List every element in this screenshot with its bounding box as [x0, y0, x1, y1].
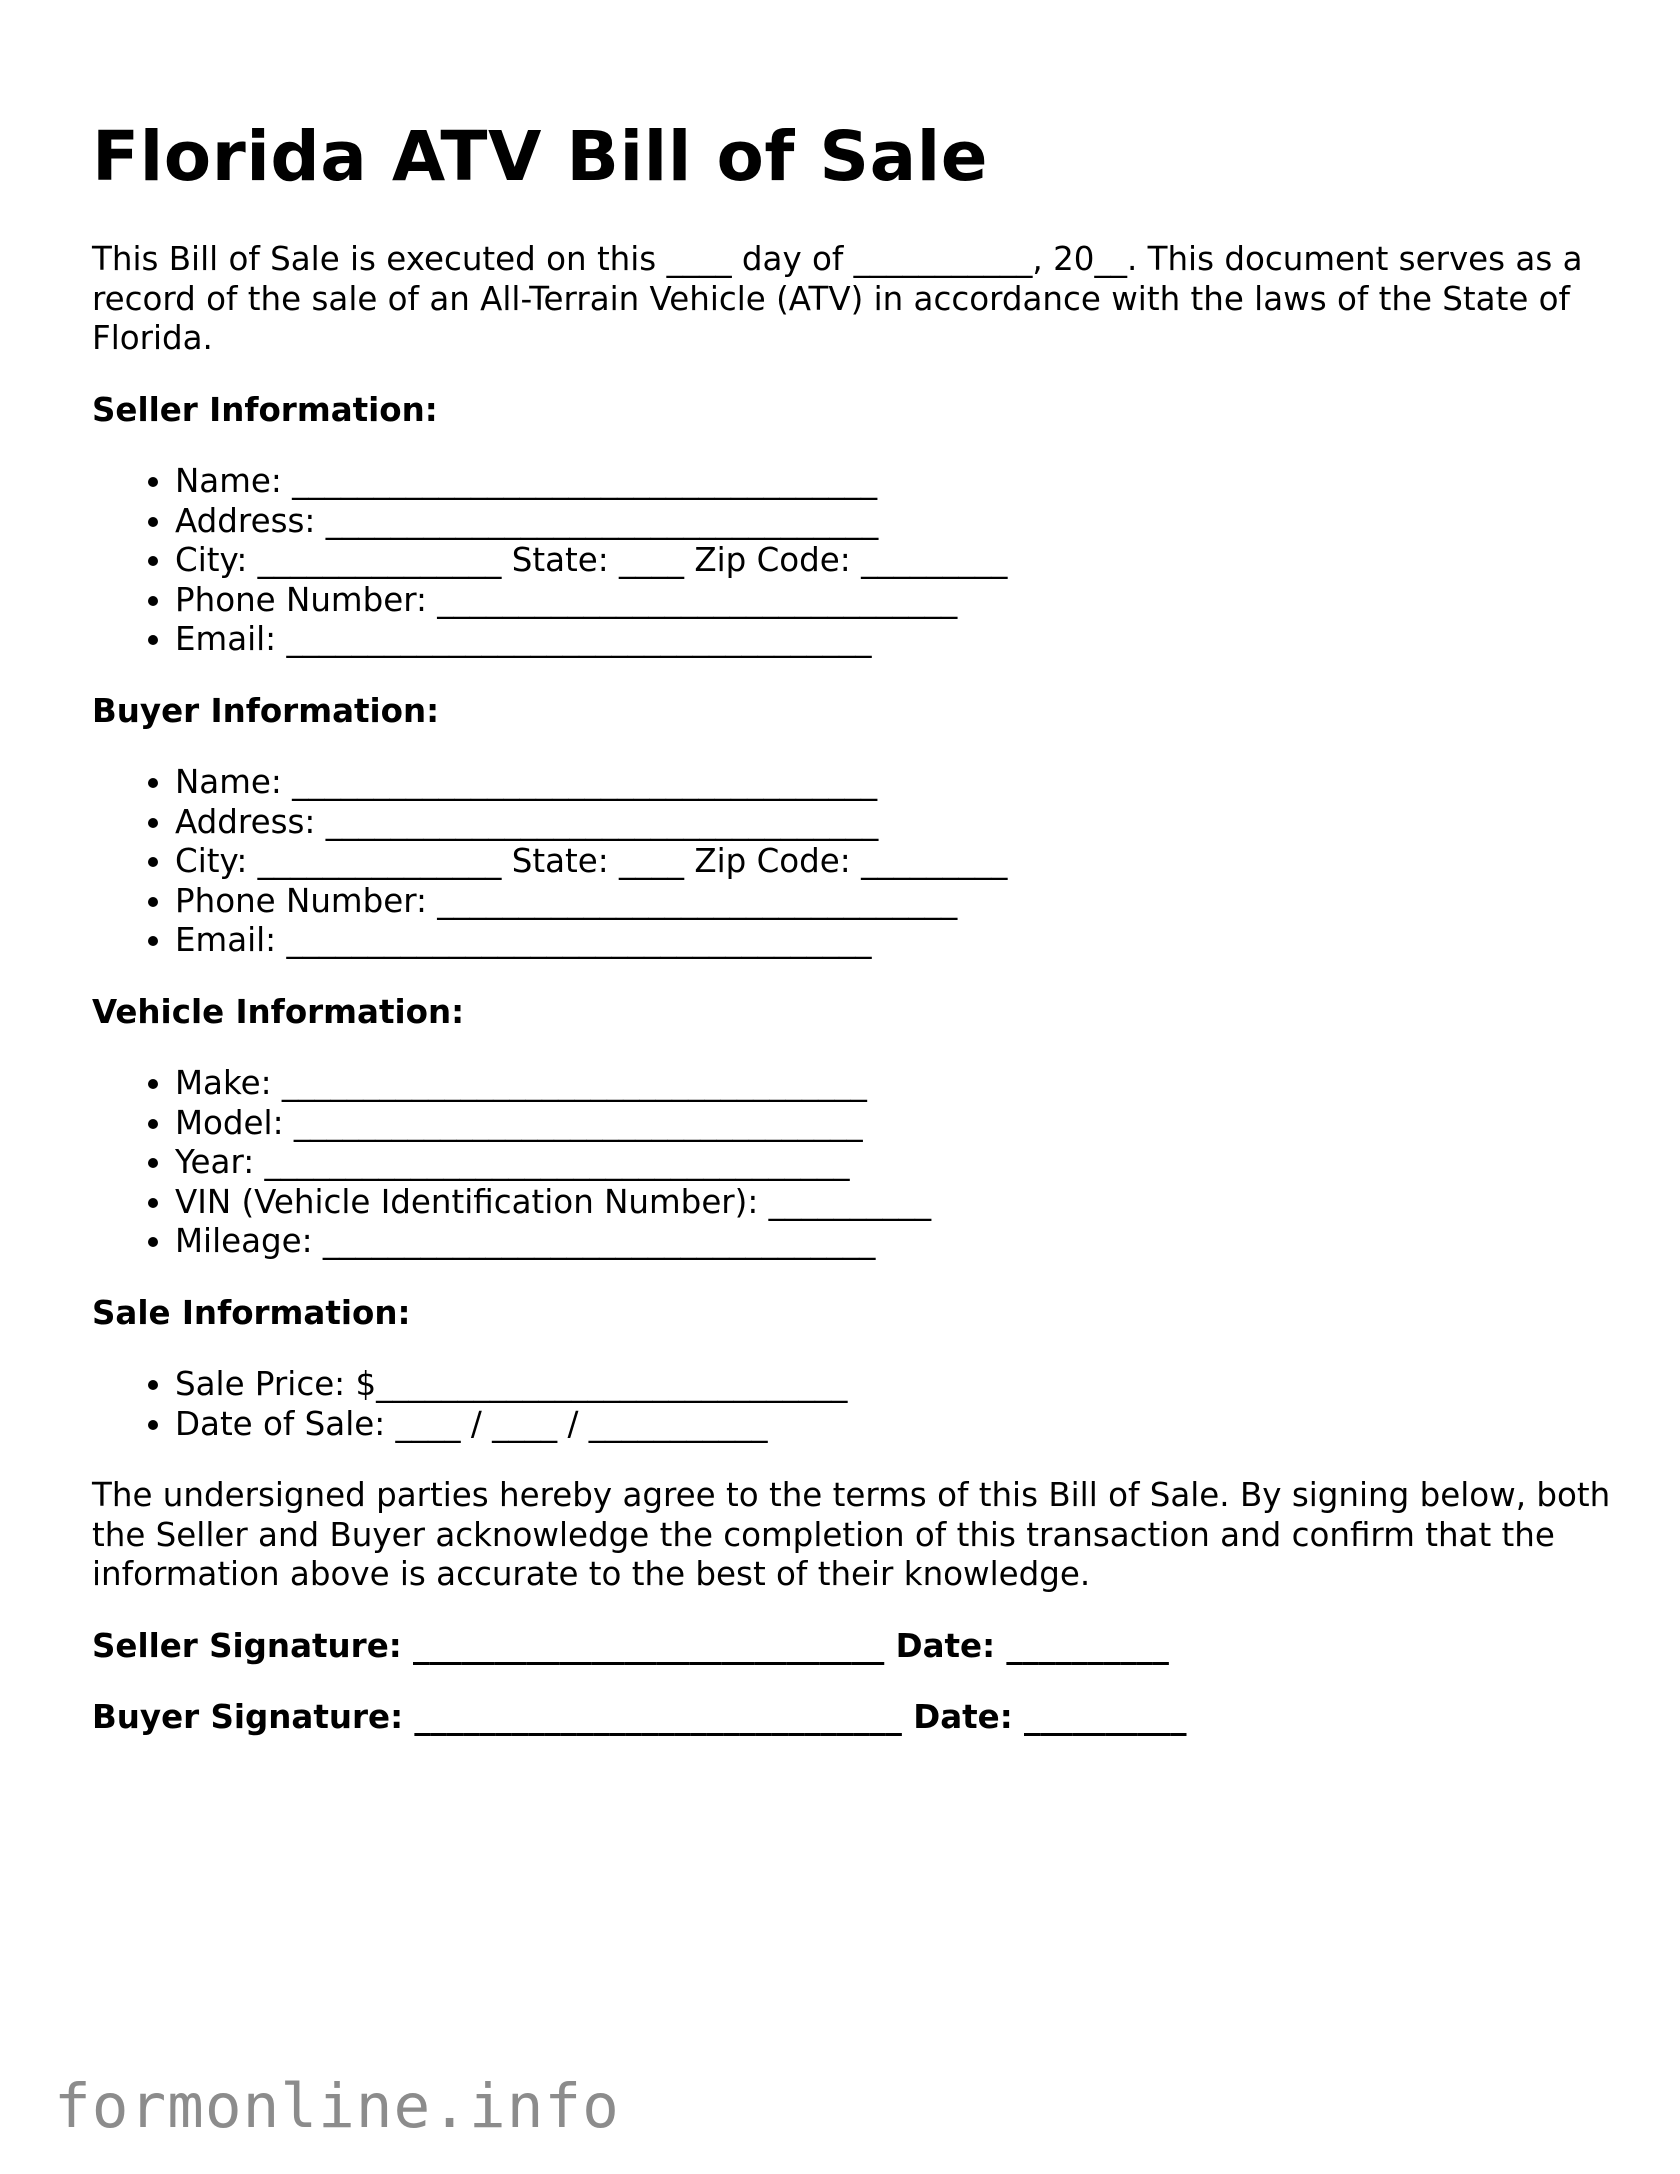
document-body [92, 240, 1612, 1770]
seller-signature-line: Seller Signature: _____________________________ Date: __________ [92, 1626, 1169, 1665]
buyer-address-field: • Address: __________________________________ [175, 803, 1612, 843]
vehicle-section-heading: Vehicle Information: [92, 992, 465, 1031]
seller-address-field: • Address: __________________________________ [175, 502, 1612, 542]
vehicle-make-field: • Make: ____________________________________ [175, 1064, 1612, 1104]
vehicle-model-field: • Model: ___________________________________ [175, 1104, 1612, 1144]
seller-phone-field: • Phone Number: ________________________________ [175, 581, 1612, 621]
buyer-phone-field: • Phone Number: ________________________________ [175, 882, 1612, 922]
buyer-city-state-zip-field: • City: _______________ State: ____ Zip Code: _________ [175, 842, 1612, 882]
seller-info-list [92, 462, 1612, 660]
vehicle-vin-field: • VIN (Vehicle Identification Number): __________ [175, 1183, 1612, 1223]
intro-paragraph: This Bill of Sale is executed on this ____ day of ___________, 20__. This document serves as a record of the sale of an All-Terrain Vehicle (ATV) in accordance with the laws of the State of Florida. [92, 240, 1583, 357]
agreement-paragraph: The undersigned parties hereby agree to the terms of this Bill of Sale. By signing below, both the Seller and Buyer acknowledge the completion of this transaction and confirm that the information above is accurate to the best of their knowledge. [92, 1476, 1611, 1593]
seller-city-state-zip-field: • City: _______________ State: ____ Zip Code: _________ [175, 541, 1612, 581]
seller-section-heading: Seller Information: [92, 390, 438, 429]
vehicle-year-field: • Year: ____________________________________ [175, 1143, 1612, 1183]
buyer-section-heading: Buyer Information: [92, 691, 440, 730]
seller-email-field: • Email: ____________________________________ [175, 620, 1612, 660]
sale-price-field: • Sale Price: $_____________________________ [175, 1365, 1612, 1405]
sale-date-field: • Date of Sale: ____ / ____ / ___________ [175, 1405, 1612, 1445]
buyer-email-field: • Email: ____________________________________ [175, 921, 1612, 961]
page-title: Florida ATV Bill of Sale [92, 117, 989, 197]
buyer-name-field: • Name: ____________________________________ [175, 763, 1612, 803]
sale-section-heading: Sale Information: [92, 1293, 411, 1332]
buyer-signature-line: Buyer Signature: ______________________________ Date: __________ [92, 1698, 1187, 1736]
vehicle-info-list [92, 1064, 1612, 1262]
sale-info-list [92, 1365, 1612, 1444]
buyer-info-list [92, 763, 1612, 961]
seller-name-field: • Name: ____________________________________ [175, 462, 1612, 502]
vehicle-mileage-field: • Mileage: __________________________________ [175, 1222, 1612, 1262]
watermark: formonline.info [54, 2071, 620, 2142]
